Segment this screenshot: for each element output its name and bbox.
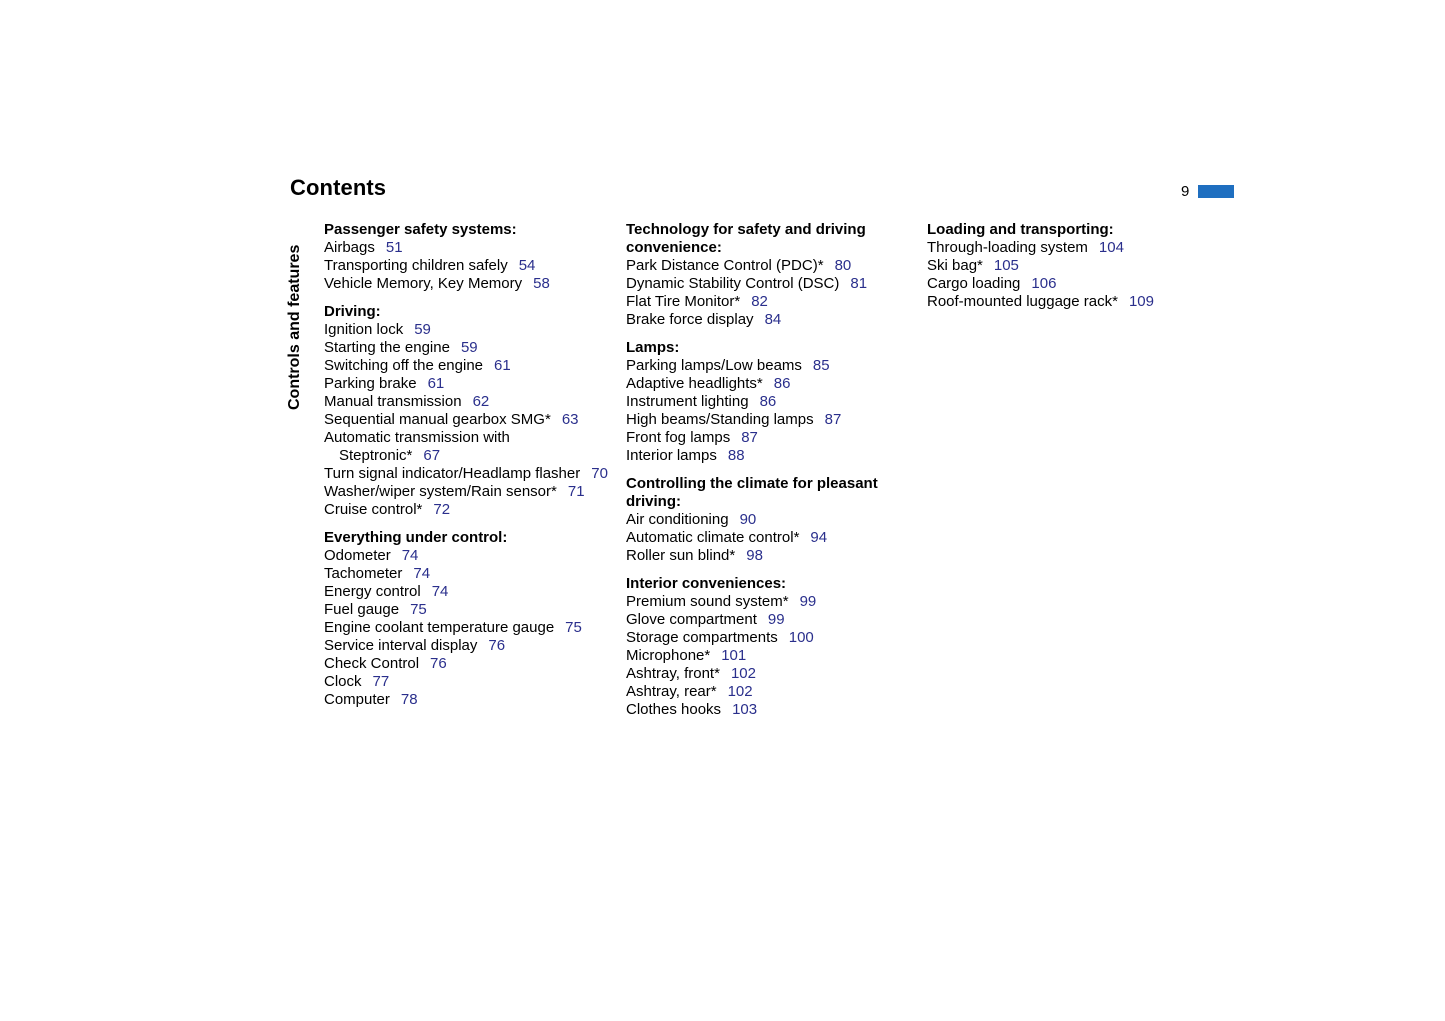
entry-title: Airbags	[324, 239, 375, 256]
entry-page-link[interactable]: 62	[472, 393, 490, 410]
entry-title: Automatic climate control*	[626, 529, 800, 546]
contents-entry[interactable]	[626, 293, 916, 311]
entry-page-link[interactable]: 104	[1098, 239, 1124, 256]
contents-entry[interactable]	[927, 275, 1217, 293]
entry-title: Premium sound system*	[626, 593, 789, 610]
entry-title: Starting the engine	[324, 339, 450, 356]
entry-page-link[interactable]: 82	[751, 293, 768, 310]
contents-column-3	[927, 221, 1217, 321]
entry-page-link[interactable]: 71	[567, 483, 585, 500]
entry-title: Washer/wiper system/Rain sensor*	[324, 483, 557, 500]
entry-title: Energy control	[324, 583, 421, 600]
section-heading: Passenger safety systems:	[324, 221, 517, 238]
entry-title: Interior lamps	[626, 447, 717, 464]
entry-title: Computer	[324, 691, 390, 708]
entry-page-link[interactable]: 102	[730, 665, 756, 682]
entry-title: Turn signal indicator/Headlamp flasher	[324, 465, 581, 482]
entry-page-link[interactable]: 54	[518, 257, 536, 274]
entry-title: Roof-mounted luggage rack*	[927, 293, 1118, 310]
contents-entry[interactable]	[626, 701, 916, 719]
contents-entry[interactable]	[927, 257, 1217, 275]
section-heading: Controlling the climate for pleasant driving:	[626, 475, 878, 510]
entry-page-link[interactable]: 90	[739, 511, 757, 528]
entry-page-link[interactable]: 72	[433, 501, 451, 518]
entry-page-link[interactable]: 78	[400, 691, 418, 708]
contents-entry[interactable]	[324, 655, 614, 673]
entry-title: Roller sun blind*	[626, 547, 736, 564]
entry-title: Flat Tire Monitor*	[626, 293, 741, 310]
entry-title: Ignition lock	[324, 321, 404, 338]
entry-page-link[interactable]: 51	[385, 239, 403, 256]
entry-page-link[interactable]: 85	[812, 357, 830, 374]
entry-title: Fuel gauge	[324, 601, 400, 618]
entry-title: Check Control	[324, 655, 420, 672]
entry-page-link[interactable]: 103	[732, 701, 758, 718]
contents-entry[interactable]	[324, 339, 614, 357]
entry-page-link[interactable]: 105	[993, 257, 1019, 274]
entry-page-link[interactable]: 76	[488, 637, 506, 654]
section-heading: Interior conveniences:	[626, 575, 787, 592]
entry-page-link[interactable]: 88	[727, 447, 745, 464]
entry-page-link[interactable]: 75	[410, 601, 427, 618]
contents-entry[interactable]	[324, 393, 614, 411]
entry-title: Ashtray, rear*	[626, 683, 717, 700]
entry-title: Odometer	[324, 547, 391, 564]
entry-page-link[interactable]: 99	[799, 593, 817, 610]
entry-page-link[interactable]: 59	[414, 321, 431, 338]
contents-entry[interactable]	[324, 275, 614, 293]
contents-entry[interactable]	[324, 239, 614, 257]
contents-entry[interactable]	[324, 565, 614, 583]
entry-page-link[interactable]: 98	[746, 547, 763, 564]
entry-title: Automatic transmission with Steptronic*	[324, 429, 510, 464]
entry-title: Storage compartments	[626, 629, 778, 646]
page-accent-bar	[1198, 185, 1234, 198]
contents-section	[324, 303, 614, 519]
entry-title: Ashtray, front*	[626, 665, 720, 682]
entry-title: Brake force display	[626, 311, 754, 328]
entry-title: Switching off the engine	[324, 357, 484, 374]
entry-title: Adaptive headlights*	[626, 375, 763, 392]
page-number: 9	[1181, 183, 1190, 200]
section-heading: Loading and transporting:	[927, 221, 1114, 238]
entry-title: Engine coolant temperature gauge	[324, 619, 555, 636]
entry-title: Transporting children safely	[324, 257, 508, 274]
entry-page-link[interactable]: 94	[810, 529, 828, 546]
entry-page-link[interactable]: 67	[423, 447, 441, 464]
entry-title: Air conditioning	[626, 511, 729, 528]
section-heading: Driving:	[324, 303, 381, 320]
contents-section	[324, 221, 614, 293]
entry-page-link[interactable]: 87	[741, 429, 758, 446]
entry-page-link[interactable]: 74	[413, 565, 431, 582]
entry-title: Tachometer	[324, 565, 403, 582]
entry-page-link[interactable]: 99	[767, 611, 785, 628]
entry-title: Front fog lamps	[626, 429, 731, 446]
contents-entry[interactable]	[927, 293, 1217, 311]
contents-entry[interactable]	[626, 447, 916, 465]
entry-page-link[interactable]: 75	[565, 619, 582, 636]
contents-entry[interactable]	[324, 321, 614, 339]
contents-column-2	[626, 221, 916, 729]
entry-title: Parking brake	[324, 375, 417, 392]
contents-entry[interactable]	[626, 629, 916, 647]
contents-entry[interactable]	[927, 239, 1217, 257]
chapter-side-label: Controls and features	[286, 244, 303, 410]
entry-title: Parking lamps/Low beams	[626, 357, 802, 374]
entry-page-link[interactable]: 102	[727, 683, 753, 700]
entry-title: Service interval display	[324, 637, 478, 654]
contents-entry[interactable]	[626, 511, 916, 529]
page-title: Contents	[290, 175, 387, 200]
contents-entry[interactable]	[324, 619, 614, 637]
contents-entry[interactable]	[626, 665, 916, 683]
entry-page-link[interactable]: 59	[460, 339, 478, 356]
contents-entry[interactable]	[324, 547, 614, 565]
contents-entry[interactable]	[626, 311, 916, 329]
contents-entry[interactable]	[626, 411, 916, 429]
contents-section	[927, 221, 1217, 311]
entry-page-link[interactable]: 61	[427, 375, 445, 392]
section-heading: Everything under control:	[324, 529, 508, 546]
entry-page-link[interactable]: 76	[430, 655, 447, 672]
entry-page-link[interactable]: 74	[401, 547, 419, 564]
contents-entry[interactable]	[324, 257, 614, 275]
entry-title: Clothes hooks	[626, 701, 722, 718]
entry-page-link[interactable]: 109	[1128, 293, 1154, 310]
contents-section	[626, 575, 916, 719]
section-heading: Technology for safety and driving convenience:	[626, 221, 866, 256]
contents-entry[interactable]	[324, 501, 614, 519]
entry-page-link[interactable]: 77	[372, 673, 390, 690]
contents-section	[324, 529, 614, 709]
contents-entry[interactable]	[626, 393, 916, 411]
section-heading: Lamps:	[626, 339, 680, 356]
entry-title: High beams/Standing lamps	[626, 411, 814, 428]
contents-entry[interactable]	[324, 411, 614, 429]
entry-page-link[interactable]: 70	[591, 465, 608, 482]
contents-entry[interactable]	[324, 691, 614, 709]
entry-title: Manual transmission	[324, 393, 462, 410]
entry-page-link[interactable]: 58	[533, 275, 550, 292]
contents-section	[626, 475, 916, 565]
contents-entry[interactable]	[626, 275, 916, 293]
entry-page-link[interactable]: 106	[1031, 275, 1057, 292]
contents-entry[interactable]	[324, 483, 614, 501]
contents-entry[interactable]	[626, 257, 916, 275]
contents-column-1	[324, 221, 614, 719]
contents-entry[interactable]	[626, 647, 916, 665]
contents-section	[626, 221, 916, 329]
contents-entry[interactable]	[626, 547, 916, 565]
entry-title: Vehicle Memory, Key Memory	[324, 275, 523, 292]
contents-entry[interactable]	[626, 429, 916, 447]
entry-title: Dynamic Stability Control (DSC)	[626, 275, 840, 292]
contents-section	[626, 339, 916, 465]
entry-title: Ski bag*	[927, 257, 983, 274]
contents-entry[interactable]	[626, 529, 916, 547]
entry-page-link[interactable]: 100	[788, 629, 814, 646]
entry-title: Glove compartment	[626, 611, 757, 628]
entry-page-link[interactable]: 86	[773, 375, 791, 392]
entry-page-link[interactable]: 87	[824, 411, 842, 428]
entry-title: Park Distance Control (PDC)*	[626, 257, 824, 274]
entry-page-link[interactable]: 61	[494, 357, 511, 374]
entry-title: Microphone*	[626, 647, 711, 664]
contents-entry[interactable]	[626, 683, 916, 701]
entry-page-link[interactable]: 74	[431, 583, 449, 600]
contents-entry[interactable]	[626, 375, 916, 393]
entry-page-link[interactable]: 63	[561, 411, 579, 428]
contents-entry[interactable]	[324, 357, 614, 375]
contents-entry[interactable]	[324, 601, 614, 619]
entry-title: Cruise control*	[324, 501, 423, 518]
entry-title: Clock	[324, 673, 362, 690]
contents-entry[interactable]	[324, 637, 614, 655]
contents-entry[interactable]	[324, 465, 614, 483]
entry-page-link[interactable]: 84	[764, 311, 782, 328]
entry-page-link[interactable]: 101	[721, 647, 747, 664]
contents-entry[interactable]	[626, 357, 916, 375]
contents-entry[interactable]	[626, 593, 916, 611]
contents-entry[interactable]	[324, 429, 614, 465]
contents-entry[interactable]	[324, 583, 614, 601]
entry-title: Sequential manual gearbox SMG*	[324, 411, 551, 428]
entry-page-link[interactable]: 81	[850, 275, 868, 292]
entry-title: Cargo loading	[927, 275, 1021, 292]
entry-page-link[interactable]: 86	[759, 393, 777, 410]
contents-entry[interactable]	[324, 673, 614, 691]
contents-entry[interactable]	[626, 611, 916, 629]
entry-title: Through-loading system	[927, 239, 1088, 256]
entry-page-link[interactable]: 80	[834, 257, 852, 274]
entry-title: Instrument lighting	[626, 393, 749, 410]
contents-entry[interactable]	[324, 375, 614, 393]
